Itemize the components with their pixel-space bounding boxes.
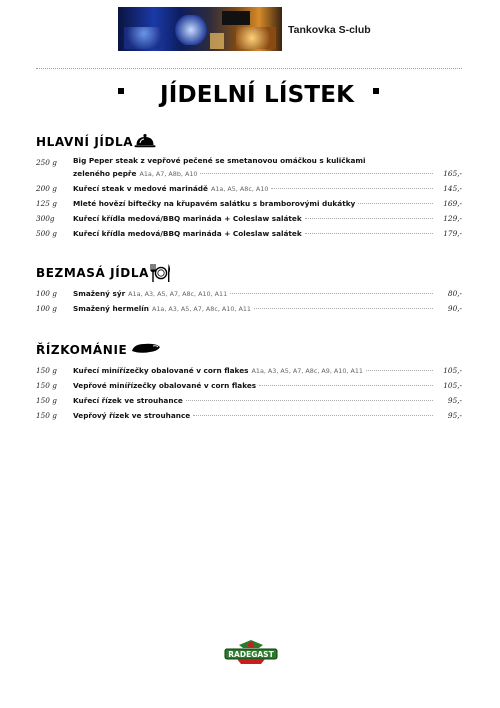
item-name: Smažený sýr [73, 289, 126, 298]
dot-leader [271, 188, 433, 189]
item-allergens: A1a, A5, A8c, A10 [210, 185, 269, 193]
item-price: 95,- [447, 411, 462, 420]
cutlery-icon [148, 263, 172, 283]
dot-leader [366, 370, 433, 371]
item-name: zeleného pepře [73, 169, 137, 178]
item-name: Big Peper steak z vepřové pečené se smetanovou omáčkou s kuličkami [73, 156, 366, 165]
item-allergens: A1a, A3, A5, A7, A8c, A9, A10, A11 [251, 367, 364, 375]
dot-leader [305, 218, 433, 219]
item-price: 145,- [443, 184, 462, 193]
item-allergens: A1a, A3, A5, A7, A8c, A10, A11 [128, 290, 228, 298]
item-quantity: 150 g [36, 396, 57, 405]
item-price: 80,- [447, 289, 462, 298]
item-price: 95,- [447, 396, 462, 405]
item-name: Kuřecí minířízečky obalované v corn flakes [73, 366, 249, 375]
cloche-icon [134, 133, 156, 149]
menu-item [36, 301, 462, 316]
item-name: Kuřecí křídla medová/BBQ marináda + Coleslaw salátek [73, 214, 302, 223]
schnitzel-icon [130, 342, 162, 356]
dot-leader [193, 415, 433, 416]
brand-name: Tankovka S-club [288, 24, 371, 36]
section-title: BEZMASÁ JÍDLA [36, 266, 150, 280]
menu-item [36, 196, 462, 211]
dot-leader [186, 400, 433, 401]
title-row [118, 80, 382, 116]
item-price: 129,- [443, 214, 462, 223]
dot-leader [230, 293, 433, 294]
item-name: Kuřecí řízek ve strouhance [73, 396, 183, 405]
section-title: ŘÍZKOMÁNIE [36, 343, 128, 357]
item-quantity: 125 g [36, 199, 57, 208]
item-price: 169,- [443, 199, 462, 208]
item-quantity: 150 g [36, 366, 57, 375]
section-schnitzels [36, 341, 462, 423]
page-title: JÍDELNÍ LÍSTEK [160, 82, 355, 108]
section-title: HLAVNÍ JÍDLA [36, 135, 134, 149]
item-price: 105,- [443, 366, 462, 375]
item-price: 90,- [447, 304, 462, 313]
menu-item [36, 408, 462, 423]
item-quantity: 500 g [36, 229, 57, 238]
item-price: 179,- [443, 229, 462, 238]
item-name: Vepřový řízek ve strouhance [73, 411, 191, 420]
item-price: 165,- [443, 169, 462, 178]
item-quantity: 250 g [36, 158, 57, 167]
dot-leader [259, 385, 433, 386]
item-name: Mleté hovězí biftečky na křupavém salátku s bramborovými dukátky [73, 199, 356, 208]
item-quantity: 100 g [36, 304, 57, 313]
divider [36, 68, 462, 69]
logo-text: RADEGAST [228, 650, 274, 659]
radegast-logo [223, 639, 279, 665]
menu-item [36, 363, 462, 378]
section-meatless-dishes [36, 264, 462, 316]
menu-item [36, 155, 462, 181]
header [118, 7, 382, 51]
item-quantity: 100 g [36, 289, 57, 298]
dot-leader [200, 173, 433, 174]
bullet-left [118, 88, 124, 94]
section-main-dishes [36, 133, 462, 241]
item-name: Kuřecí steak v medové marinádě [73, 184, 208, 193]
menu-item [36, 226, 462, 241]
menu-item [36, 378, 462, 393]
item-quantity: 150 g [36, 411, 57, 420]
item-quantity: 150 g [36, 381, 57, 390]
item-name: Kuřecí křídla medová/BBQ marináda + Coleslaw salátek [73, 229, 302, 238]
bar-interior-photo [118, 7, 282, 51]
menu-item [36, 211, 462, 226]
item-quantity: 200 g [36, 184, 57, 193]
menu-item [36, 181, 462, 196]
item-name: Vepřové minířízečky obalované v corn flakes [73, 381, 257, 390]
bullet-right [373, 88, 379, 94]
dot-leader [305, 233, 433, 234]
item-name: Smažený hermelín [73, 304, 149, 313]
dot-leader [358, 203, 433, 204]
item-quantity: 300g [36, 214, 55, 223]
dot-leader [254, 308, 433, 309]
item-price: 105,- [443, 381, 462, 390]
menu-item [36, 286, 462, 301]
menu-item [36, 393, 462, 408]
item-allergens: A1a, A3, A5, A7, A8c, A10, A11 [151, 305, 251, 313]
item-allergens: A1a, A7, A8b, A10 [139, 170, 198, 178]
